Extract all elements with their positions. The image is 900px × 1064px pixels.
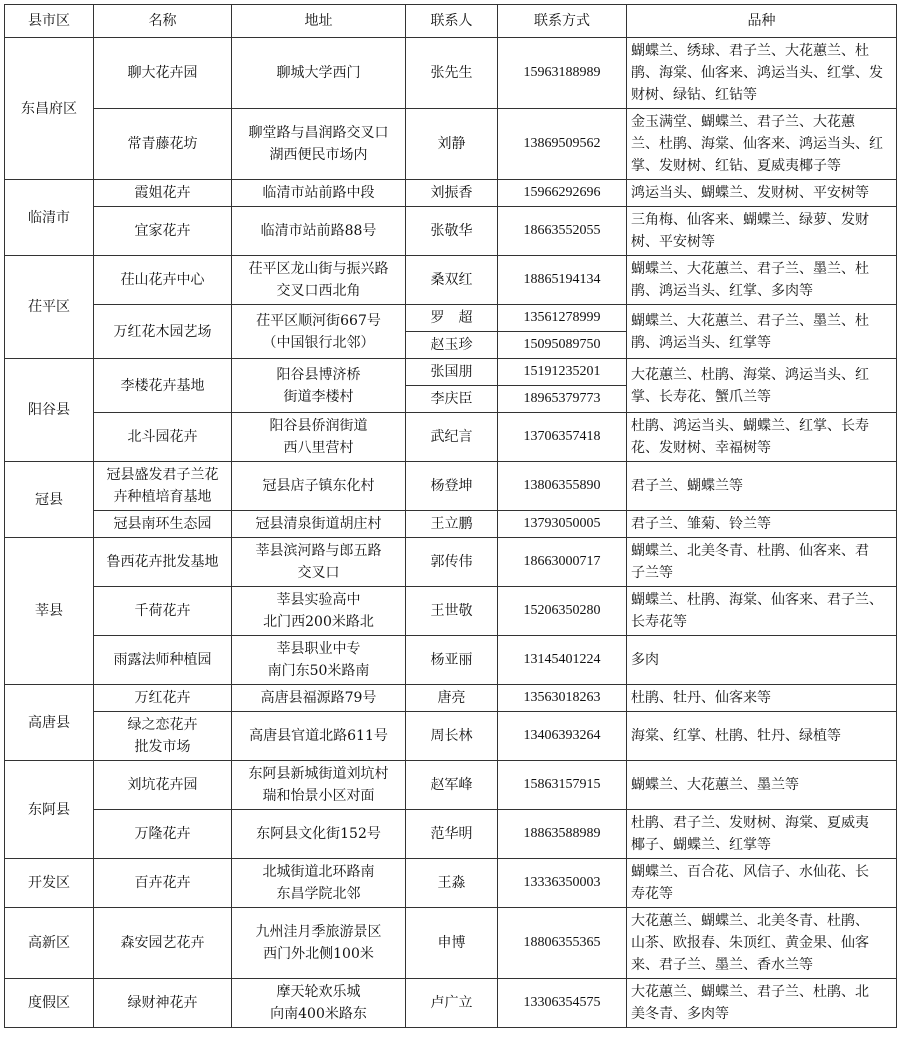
address-cell — [232, 761, 406, 810]
varieties-line: 鹃、海棠、仙客来、鸿运当头、红掌、发 — [631, 65, 883, 81]
varieties-line: 蝴蝶兰、大花蕙兰、墨兰等 — [631, 777, 799, 793]
contact-person-cell: 郭传伟 — [406, 538, 498, 587]
table-row — [5, 305, 897, 332]
varieties-line: 蝴蝶兰、绣球、君子兰、大花蕙兰、杜 — [631, 43, 869, 59]
address-cell — [232, 256, 406, 305]
varieties-line: 财树、绿钻、红钻等 — [631, 87, 757, 103]
table-row — [5, 587, 897, 636]
varieties-line: 君子兰、雏菊、铃兰等 — [631, 516, 771, 532]
varieties-line: 杜鹃、鸿运当头、蝴蝶兰、红掌、长寿 — [631, 418, 869, 434]
phone-cell: 13563018263 — [498, 685, 627, 712]
varieties-cell — [627, 38, 897, 109]
contact-person-cell: 张国朋 — [406, 359, 498, 386]
table-row — [5, 538, 897, 587]
contact-person-cell: 赵军峰 — [406, 761, 498, 810]
shop-name-cell — [94, 413, 232, 462]
phone-cell: 18663552055 — [498, 207, 627, 256]
county-cell: 莘县 — [5, 538, 94, 685]
header-row — [5, 5, 897, 38]
varieties-line: 兰、杜鹃、海棠、仙客来、鸿运当头、红 — [631, 136, 883, 152]
address-cell — [232, 979, 406, 1028]
table-row — [5, 180, 897, 207]
address-line: 东昌学院北邻 — [276, 886, 361, 902]
varieties-line: 大花蕙兰、蝴蝶兰、君子兰、杜鹃、北 — [631, 984, 869, 1000]
shop-name-line: 聊大花卉园 — [127, 65, 198, 81]
county-cell: 高唐县 — [5, 685, 94, 761]
address-cell — [232, 636, 406, 685]
shop-name-cell — [94, 908, 232, 979]
shop-name-line: 北斗园花卉 — [127, 429, 198, 445]
varieties-line: 花、发财树、幸福树等 — [631, 440, 771, 456]
contact-person-cell: 范华明 — [406, 810, 498, 859]
contact-person-cell: 罗 超 — [406, 305, 498, 332]
varieties-line: 美冬青、多肉等 — [631, 1006, 729, 1022]
address-line: 高唐县福源路79号 — [260, 690, 377, 706]
address-line: 西八里营村 — [283, 440, 354, 456]
varieties-line: 蝴蝶兰、百合花、风信子、水仙花、长 — [631, 864, 869, 880]
phone-cell: 15206350280 — [498, 587, 627, 636]
phone-cell: 18863588989 — [498, 810, 627, 859]
shop-name-cell — [94, 587, 232, 636]
varieties-cell — [627, 636, 897, 685]
address-line: 南门东50米路南 — [267, 663, 370, 679]
shop-name-cell — [94, 538, 232, 587]
county-cell: 茌平区 — [5, 256, 94, 359]
contact-person-cell: 张敬华 — [406, 207, 498, 256]
header-name: 名称 — [94, 5, 232, 38]
address-line: 向南400米路东 — [270, 1006, 367, 1022]
address-line: （中国银行北邻） — [262, 334, 375, 351]
varieties-line: 蝴蝶兰、杜鹃、海棠、仙客来、君子兰、 — [631, 592, 883, 608]
header-contact-person: 联系人 — [406, 5, 498, 38]
table-body — [5, 38, 897, 1028]
county-cell: 东昌府区 — [5, 38, 94, 180]
contact-person-cell: 王世敬 — [406, 587, 498, 636]
varieties-line: 大花蕙兰、蝴蝶兰、北美冬青、杜鹃、 — [631, 913, 869, 929]
varieties-cell — [627, 207, 897, 256]
contact-person-cell: 杨登坤 — [406, 462, 498, 511]
address-line: 冠县店子镇东化村 — [262, 478, 375, 494]
shop-name-cell — [94, 305, 232, 359]
shop-name-cell — [94, 636, 232, 685]
shop-name-cell — [94, 462, 232, 511]
header-varieties: 品种 — [627, 5, 897, 38]
address-cell — [232, 462, 406, 511]
address-line: 东阿县文化街152号 — [256, 826, 381, 842]
phone-cell: 15095089750 — [498, 332, 627, 359]
flower-shop-table — [4, 4, 897, 1028]
shop-name-cell — [94, 685, 232, 712]
varieties-line: 鸿运当头、蝴蝶兰、发财树、平安树等 — [631, 185, 869, 201]
varieties-line: 山茶、欧报春、朱顶红、黄金果、仙客 — [631, 935, 869, 951]
phone-cell: 15863157915 — [498, 761, 627, 810]
address-line: 莘县职业中专 — [276, 641, 361, 657]
address-line: 交叉口西北角 — [276, 283, 361, 299]
shop-name-line: 万红花卉 — [134, 690, 191, 706]
table-row — [5, 256, 897, 305]
phone-cell: 13306354575 — [498, 979, 627, 1028]
address-cell — [232, 511, 406, 538]
varieties-cell — [627, 511, 897, 538]
varieties-cell — [627, 413, 897, 462]
address-line: 莘县滨河路与郎五路 — [255, 543, 382, 559]
table-row — [5, 511, 897, 538]
phone-cell: 13561278999 — [498, 305, 627, 332]
header-address: 地址 — [232, 5, 406, 38]
address-cell — [232, 207, 406, 256]
address-line: 北门西200米路北 — [263, 614, 374, 630]
shop-name-line: 万隆花卉 — [134, 826, 191, 842]
varieties-cell — [627, 712, 897, 761]
varieties-line: 蝴蝶兰、北美冬青、杜鹃、仙客来、君 — [631, 543, 869, 559]
varieties-line: 掌、长寿花、蟹爪兰等 — [631, 388, 771, 405]
varieties-line: 蝴蝶兰、大花蕙兰、君子兰、墨兰、杜 — [631, 312, 869, 329]
varieties-cell — [627, 908, 897, 979]
address-line: 瑞和怡景小区对面 — [262, 788, 375, 804]
county-cell: 开发区 — [5, 859, 94, 908]
shop-name-line: 刘坑花卉园 — [127, 777, 198, 793]
varieties-cell — [627, 462, 897, 511]
address-cell — [232, 38, 406, 109]
phone-cell: 18806355365 — [498, 908, 627, 979]
contact-person-cell: 王淼 — [406, 859, 498, 908]
county-cell: 东阿县 — [5, 761, 94, 859]
county-cell: 高新区 — [5, 908, 94, 979]
varieties-cell — [627, 979, 897, 1028]
varieties-line: 三角梅、仙客来、蝴蝶兰、绿萝、发财 — [631, 212, 869, 228]
table-row — [5, 38, 897, 109]
table-row — [5, 462, 897, 511]
phone-cell: 15963188989 — [498, 38, 627, 109]
contact-person-cell: 赵玉珍 — [406, 332, 498, 359]
contact-person-cell: 张先生 — [406, 38, 498, 109]
shop-name-cell — [94, 810, 232, 859]
address-cell — [232, 538, 406, 587]
contact-person-cell: 唐亮 — [406, 685, 498, 712]
shop-name-cell — [94, 712, 232, 761]
varieties-line: 长寿花等 — [631, 614, 687, 630]
phone-cell: 13706357418 — [498, 413, 627, 462]
table-row — [5, 359, 897, 386]
header-county: 县市区 — [5, 5, 94, 38]
contact-person-cell: 李庆臣 — [406, 386, 498, 413]
county-cell: 临清市 — [5, 180, 94, 256]
shop-name-line: 雨露法师种植园 — [113, 652, 212, 668]
contact-person-cell: 周长林 — [406, 712, 498, 761]
county-cell: 阳谷县 — [5, 359, 94, 462]
header-phone: 联系方式 — [498, 5, 627, 38]
table-row — [5, 908, 897, 979]
table-row — [5, 109, 897, 180]
address-cell — [232, 305, 406, 359]
varieties-cell — [627, 180, 897, 207]
table-row — [5, 413, 897, 462]
phone-cell: 18965379773 — [498, 386, 627, 413]
table-row — [5, 685, 897, 712]
shop-name-cell — [94, 979, 232, 1028]
shop-name-line: 冠县南环生态园 — [113, 516, 212, 532]
varieties-line: 多肉 — [631, 652, 659, 668]
address-line: 街道李楼村 — [283, 388, 354, 405]
varieties-cell — [627, 810, 897, 859]
shop-name-cell — [94, 359, 232, 413]
shop-name-line: 卉种植培育基地 — [113, 489, 212, 505]
address-line: 聊城大学西门 — [276, 65, 361, 81]
varieties-line: 杜鹃、牡丹、仙客来等 — [631, 690, 771, 706]
varieties-line: 君子兰、蝴蝶兰等 — [631, 478, 743, 494]
varieties-cell — [627, 859, 897, 908]
address-line: 湖西便民市场内 — [269, 147, 368, 163]
shop-name-line: 绿财神花卉 — [127, 995, 198, 1011]
phone-cell: 13869509562 — [498, 109, 627, 180]
address-line: 九州洼月季旅游景区 — [255, 924, 382, 940]
address-line: 莘县实验高中 — [276, 592, 361, 608]
varieties-line: 来、君子兰、墨兰、香水兰等 — [631, 957, 813, 973]
table-row — [5, 810, 897, 859]
county-cell: 冠县 — [5, 462, 94, 538]
phone-cell: 13336350003 — [498, 859, 627, 908]
shop-name-cell — [94, 761, 232, 810]
phone-cell: 13145401224 — [498, 636, 627, 685]
shop-name-cell — [94, 256, 232, 305]
address-line: 西门外北侧100米 — [263, 946, 374, 962]
shop-name-line: 冠县盛发君子兰花 — [106, 467, 219, 483]
address-line: 临清市站前路中段 — [262, 185, 375, 201]
varieties-line: 寿花等 — [631, 886, 673, 902]
address-line: 阳谷县博济桥 — [276, 366, 361, 383]
varieties-cell — [627, 359, 897, 413]
contact-person-cell: 王立鹏 — [406, 511, 498, 538]
varieties-cell — [627, 685, 897, 712]
table-row — [5, 712, 897, 761]
shop-name-line: 百卉花卉 — [134, 875, 191, 891]
shop-name-line: 霞姐花卉 — [134, 185, 191, 201]
address-line: 摩天轮欢乐城 — [276, 984, 361, 1000]
contact-person-cell: 武纪言 — [406, 413, 498, 462]
address-line: 茌平区龙山街与振兴路 — [248, 261, 389, 277]
phone-cell: 15191235201 — [498, 359, 627, 386]
varieties-line: 金玉满堂、蝴蝶兰、君子兰、大花蕙 — [631, 114, 855, 130]
address-cell — [232, 810, 406, 859]
phone-cell: 13806355890 — [498, 462, 627, 511]
address-cell — [232, 859, 406, 908]
varieties-line: 椰子、蝴蝶兰、红掌等 — [631, 837, 771, 853]
phone-cell: 13406393264 — [498, 712, 627, 761]
address-cell — [232, 180, 406, 207]
contact-person-cell: 刘振香 — [406, 180, 498, 207]
address-cell — [232, 908, 406, 979]
address-cell — [232, 413, 406, 462]
varieties-cell — [627, 538, 897, 587]
address-line: 交叉口 — [297, 565, 340, 581]
shop-name-cell — [94, 859, 232, 908]
table-row — [5, 207, 897, 256]
shop-name-line: 千荷花卉 — [134, 603, 191, 619]
phone-cell: 18663000717 — [498, 538, 627, 587]
shop-name-line: 森安园艺花卉 — [120, 935, 205, 951]
address-line: 东阿县新城街道刘坑村 — [248, 766, 389, 782]
shop-name-cell — [94, 109, 232, 180]
phone-cell: 15966292696 — [498, 180, 627, 207]
address-cell — [232, 685, 406, 712]
varieties-cell — [627, 587, 897, 636]
shop-name-line: 万红花木园艺场 — [113, 323, 212, 340]
table-row — [5, 761, 897, 810]
phone-cell: 13793050005 — [498, 511, 627, 538]
varieties-line: 大花蕙兰、杜鹃、海棠、鸿运当头、红 — [631, 366, 869, 383]
contact-person-cell: 杨亚丽 — [406, 636, 498, 685]
shop-name-line: 茌山花卉中心 — [120, 272, 205, 288]
address-line: 冠县清泉街道胡庄村 — [255, 516, 382, 532]
contact-person-cell: 桑双红 — [406, 256, 498, 305]
varieties-line: 杜鹃、君子兰、发财树、海棠、夏威夷 — [631, 815, 869, 831]
varieties-line: 树、平安树等 — [631, 234, 715, 250]
address-line: 聊堂路与昌润路交叉口 — [248, 125, 389, 141]
varieties-line: 鹃、鸿运当头、红掌、多肉等 — [631, 283, 813, 299]
shop-name-line: 绿之恋花卉 — [127, 717, 198, 733]
address-line: 高唐县官道北路611号 — [249, 728, 388, 744]
address-cell — [232, 587, 406, 636]
contact-person-cell: 申博 — [406, 908, 498, 979]
address-line: 茌平区顺河街667号 — [256, 312, 381, 329]
address-cell — [232, 359, 406, 413]
table-row — [5, 636, 897, 685]
varieties-cell — [627, 761, 897, 810]
address-cell — [232, 109, 406, 180]
varieties-line: 蝴蝶兰、大花蕙兰、君子兰、墨兰、杜 — [631, 261, 869, 277]
shop-name-line: 批发市场 — [134, 739, 191, 755]
shop-name-cell — [94, 207, 232, 256]
varieties-cell — [627, 256, 897, 305]
shop-name-line: 常青藤花坊 — [127, 136, 198, 152]
shop-name-line: 李楼花卉基地 — [120, 377, 205, 394]
phone-cell: 18865194134 — [498, 256, 627, 305]
varieties-line: 鹃、鸿运当头、红掌等 — [631, 334, 771, 351]
shop-name-line: 鲁西花卉批发基地 — [106, 554, 219, 570]
table-row — [5, 859, 897, 908]
address-line: 北城街道北环路南 — [262, 864, 375, 880]
varieties-line: 海棠、红掌、杜鹃、牡丹、绿植等 — [631, 728, 841, 744]
contact-person-cell: 卢广立 — [406, 979, 498, 1028]
address-line: 临清市站前路88号 — [260, 223, 377, 239]
varieties-line: 掌、发财树、红钻、夏威夷椰子等 — [631, 158, 841, 174]
county-cell: 度假区 — [5, 979, 94, 1028]
shop-name-cell — [94, 180, 232, 207]
table-row — [5, 979, 897, 1028]
address-line: 阳谷县侨润街道 — [269, 418, 368, 434]
contact-person-cell: 刘静 — [406, 109, 498, 180]
shop-name-cell — [94, 38, 232, 109]
shop-name-cell — [94, 511, 232, 538]
shop-name-line: 宜家花卉 — [134, 223, 191, 239]
address-cell — [232, 712, 406, 761]
varieties-cell — [627, 305, 897, 359]
varieties-line: 子兰等 — [631, 565, 673, 581]
varieties-cell — [627, 109, 897, 180]
